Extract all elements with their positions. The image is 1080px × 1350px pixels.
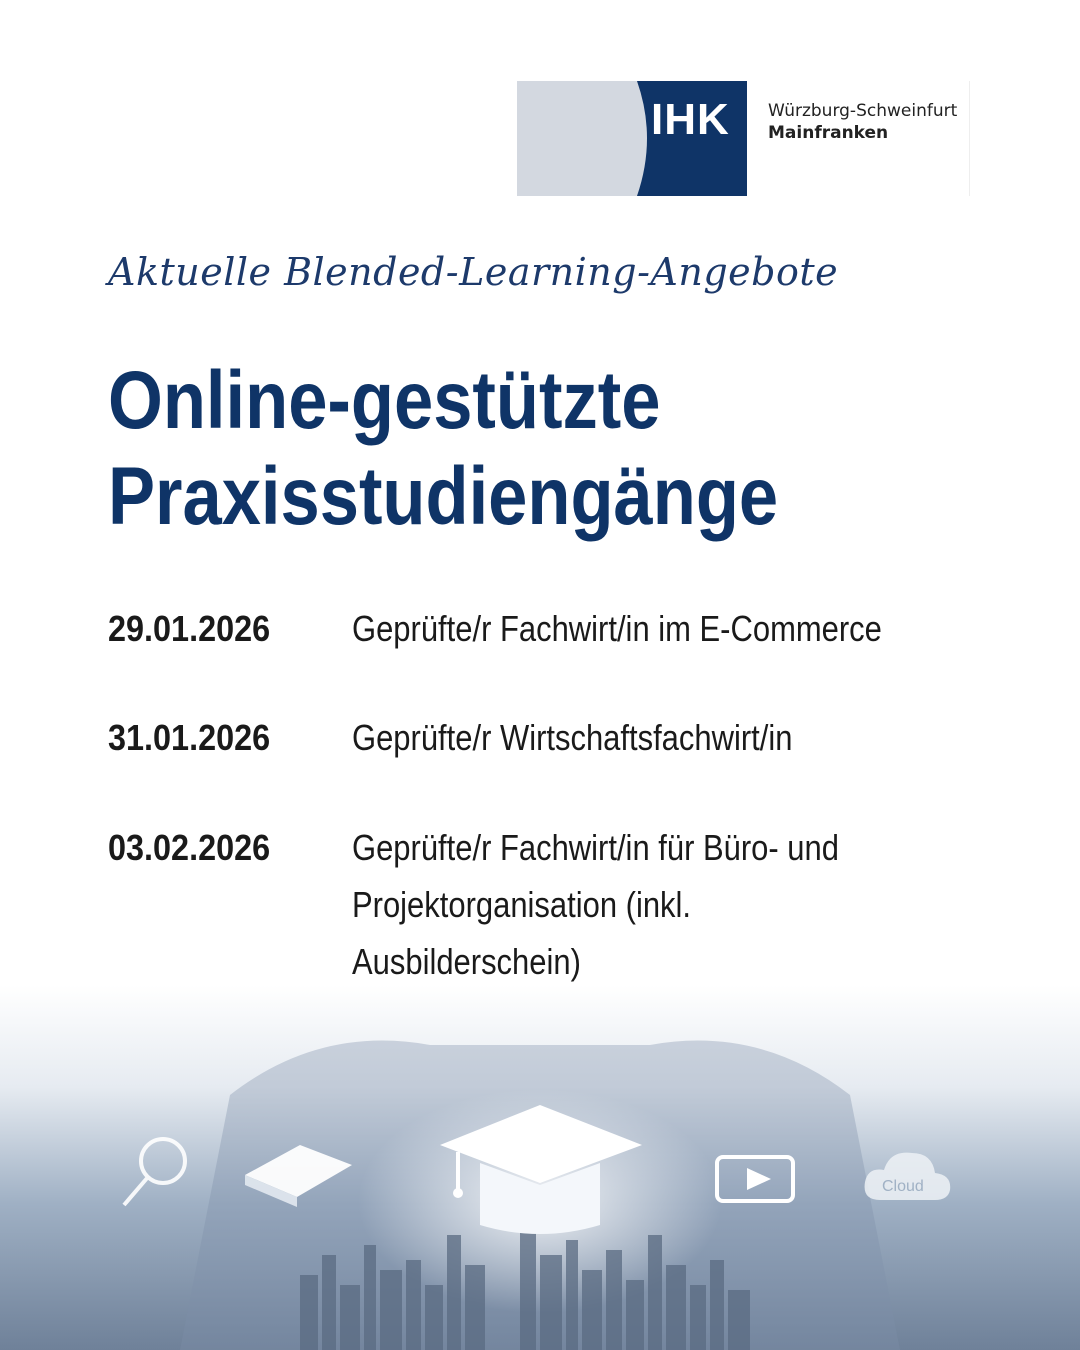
course-title: Geprüfte/r Fachwirt/in im E-Commerce <box>352 608 882 649</box>
headline <box>108 353 882 545</box>
logo-mark: IHK <box>651 95 730 144</box>
course-date: 29.01.2026 <box>108 608 271 649</box>
course-title: Geprüfte/r Wirtschaftsfachwirt/in <box>352 717 793 758</box>
cloud-label: Cloud <box>882 1178 924 1195</box>
logo-text-line1: Würzburg-Schweinfurt <box>768 101 958 121</box>
course-date: 03.02.2026 <box>108 827 271 868</box>
course-title: Geprüfte/r Fachwirt/in für Büro- und Projektorganisation (inkl. Ausbilderschein) <box>352 827 839 982</box>
logo-edge <box>969 81 970 196</box>
ihk-logo <box>517 81 970 196</box>
headline-line1: Online-gestützte <box>108 355 661 446</box>
logo-text-line2: Mainfranken <box>768 123 889 143</box>
headline-line2: Praxisstudiengänge <box>108 451 779 542</box>
subtitle: Aktuelle Blended-Learning-Angebote <box>108 250 839 294</box>
course-date: 31.01.2026 <box>108 717 271 758</box>
education-illustration <box>0 985 1080 1350</box>
